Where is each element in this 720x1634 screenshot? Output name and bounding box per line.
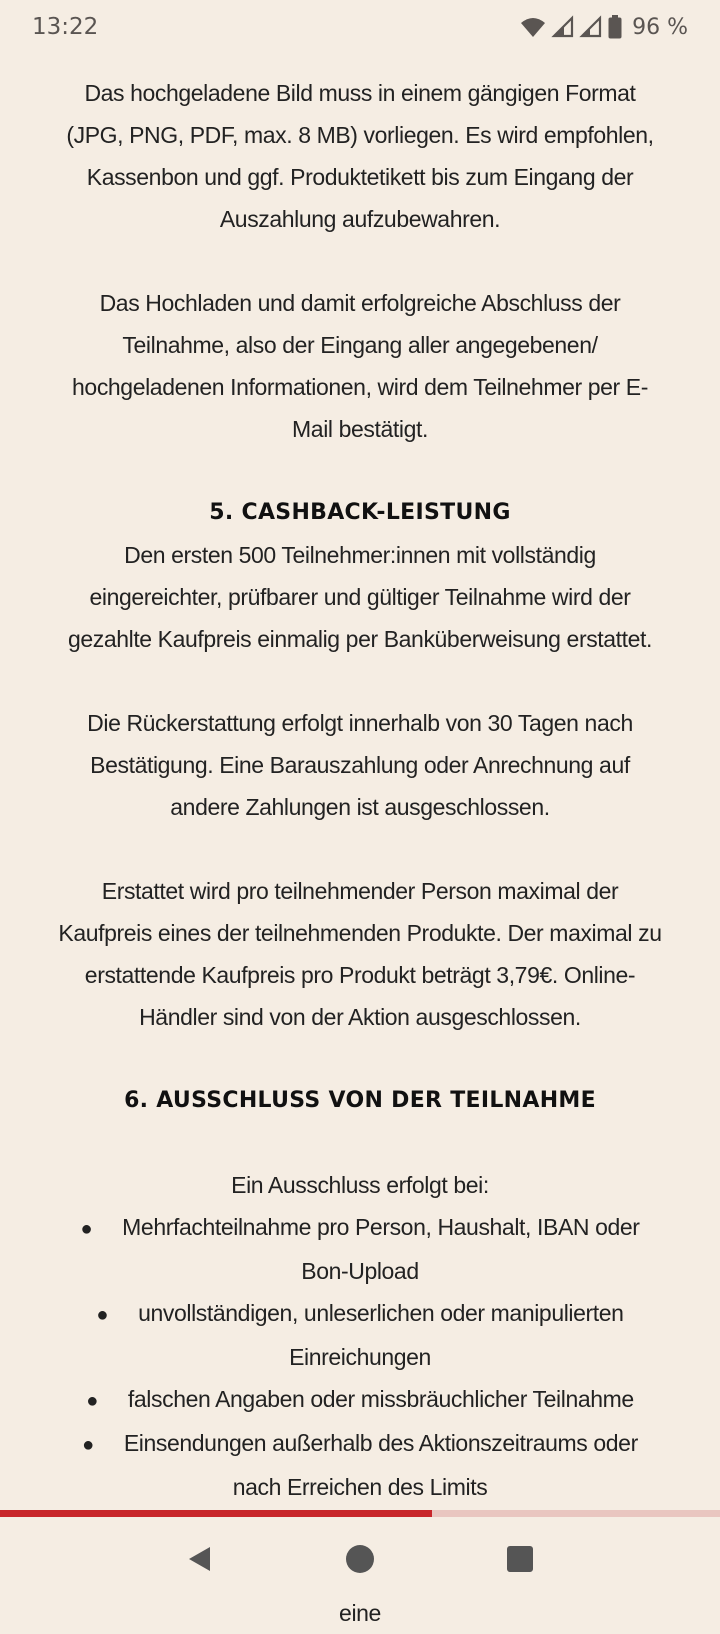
recents-button[interactable] [490,1529,550,1589]
section-title-cashback: 5. CASHBACK-LEISTUNG [209,500,511,525]
bullet-icon: ● [86,1390,98,1412]
bullet-icon: ● [82,1434,94,1456]
navigation-bar [0,1517,720,1600]
bullet-icon: ● [96,1304,109,1326]
list-item: ● Einsendungen außerhalb des Aktionszeitraums oder nach Erreichen des Limits [56,1422,664,1508]
back-button[interactable] [170,1529,230,1589]
reading-progress-bar [0,1510,720,1517]
battery-percentage: 96 % [632,14,688,40]
paragraph-upload-confirmation: Das Hochladen und damit erfolgreiche Abschluss der Teilnahme, also der Eingang aller angegebenen/ hochgeladenen Informationen, wird dem Teilnehmer per E-Mail bestätigt. [72,290,648,442]
back-triangle-icon [185,1544,215,1574]
status-bar [0,0,720,54]
paragraph-upload-format: Das hochgeladene Bild muss in einem gängigen Format (JPG, PNG, PDF, max. 8 MB) vorliegen. Es wird empfohlen, Kassenbon und ggf. Produktetikett bis zum Eingang der Auszahlung aufzubewahren. [66,80,654,232]
paragraph-cashback-refund: Den ersten 500 Teilnehmer:innen mit vollständig eingereichter, prüfbarer und gültiger Teilnahme wird der gezahlte Kaufpreis einmalig per Banküberweisung erstattet. [67,542,653,652]
reading-progress-fill [0,1510,432,1517]
bullet-icon: ● [80,1218,93,1240]
list-item: ● falschen Angaben oder missbräuchlicher Teilnahme [56,1378,664,1422]
paragraph-refund-timing: Die Rückerstattung erfolgt innerhalb von 30 Tagen nach Bestätigung. Eine Barauszahlung oder Anrechnung auf andere Zahlungen ist ausgeschlossen. [87,710,633,820]
exclusion-list [56,1206,664,1508]
terms-content[interactable] [0,72,720,1626]
paragraph-refund-limit: Erstattet wird pro teilnehmender Person maximal der Kaufpreis eines der teilnehmenden Produkte. Der maximal zu erstattende Kaufpreis pro Produkt beträgt 3,79€. Online-Händler sind von der Aktion ausgeschlossen. [58,878,662,1030]
wifi-icon [520,16,546,38]
paragraph-organizer-reserve: eine [339,1600,381,1626]
battery-icon [608,15,622,39]
list-item: ● Mehrfachteilnahme pro Person, Haushalt, IBAN oder Bon-Upload [56,1206,664,1292]
status-time: 13:22 [32,14,99,40]
home-button[interactable] [330,1529,390,1589]
recents-square-icon [506,1545,534,1573]
signal-icon [552,16,574,38]
list-item: ● unvollständigen, unleserlichen oder manipulierten Einreichungen [56,1292,664,1378]
home-circle-icon [345,1544,375,1574]
section-title-exclusion: 6. AUSSCHLUSS VON DER TEILNAHME [124,1088,596,1113]
exclusion-list-intro: Ein Ausschluss erfolgt bei: [231,1172,489,1198]
signal-icon [580,16,602,38]
status-icons [520,15,688,40]
